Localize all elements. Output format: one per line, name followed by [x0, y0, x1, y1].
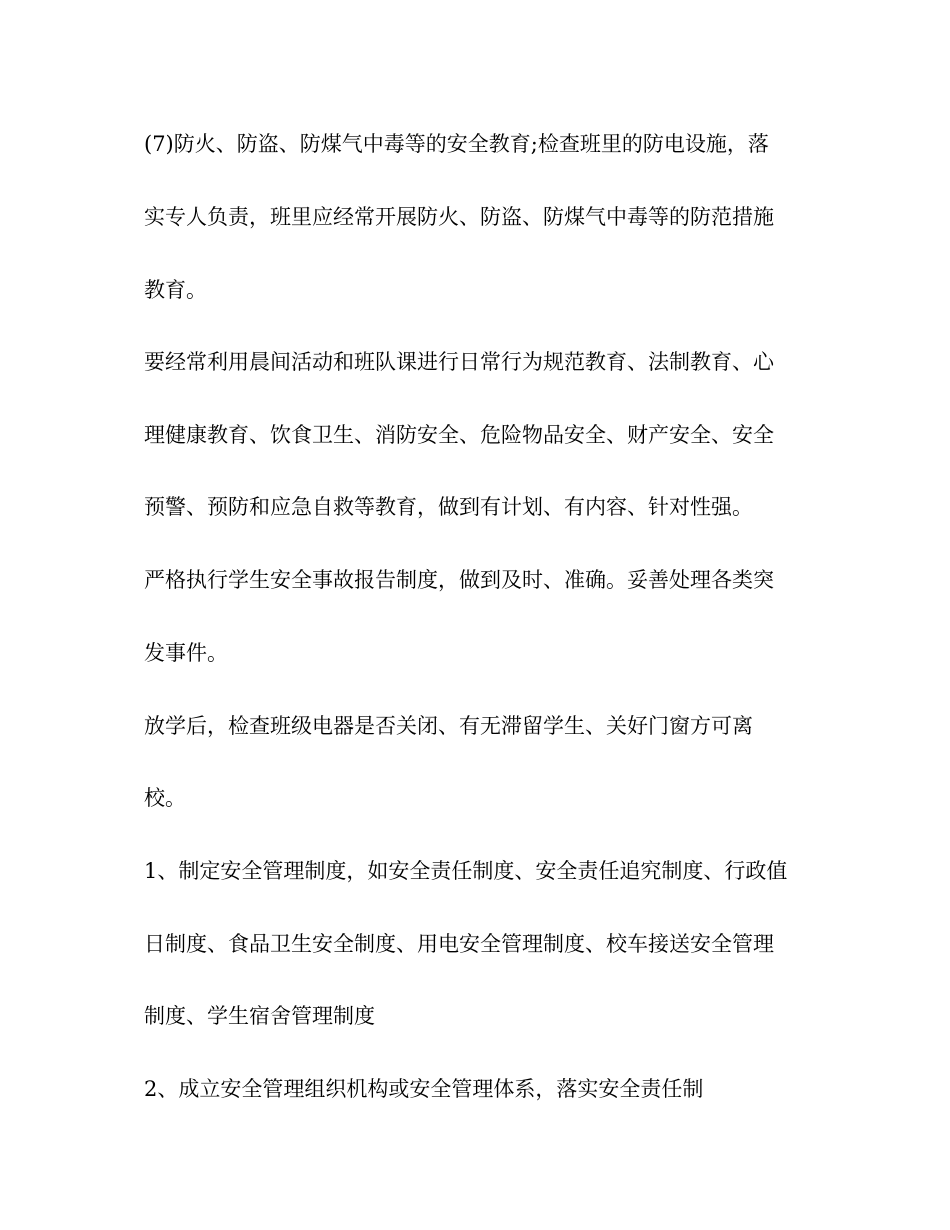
text-line: 理健康教育、饮食卫生、消防安全、危险物品安全、财产安全、安全 — [144, 423, 774, 447]
text-line: 校。 — [144, 786, 186, 810]
text-line: 放学后，检查班级电器是否关闭、有无滞留学生、关好门窗方可离 — [144, 714, 753, 738]
text-line: 制度、学生宿舍管理制度 — [144, 1004, 375, 1028]
text-line: (7)防火、防盗、防煤气中毒等的安全教育;检查班里的防电设施，落 — [144, 132, 769, 156]
text-line: 日制度、食品卫生安全制度、用电安全管理制度、校车接送安全管理 — [144, 932, 774, 956]
text-line: 要经常利用晨间活动和班队课进行日常行为规范教育、法制教育、心 — [144, 350, 774, 374]
text-line: 教育。 — [144, 278, 207, 302]
text-line: 预警、预防和应急自救等教育，做到有计划、有内容、针对性强。 — [144, 495, 753, 519]
text-line: 2、成立安全管理组织机构或安全管理体系，落实安全责任制 — [144, 1077, 704, 1101]
text-line: 严格执行学生安全事故报告制度，做到及时、准确。妥善处理各类突 — [144, 568, 774, 592]
text-line: 1、制定安全管理制度，如安全责任制度、安全责任追究制度、行政值 — [144, 859, 788, 883]
text-line: 发事件。 — [144, 641, 228, 665]
text-line: 实专人负责，班里应经常开展防火、防盗、防煤气中毒等的防范措施 — [144, 205, 774, 229]
